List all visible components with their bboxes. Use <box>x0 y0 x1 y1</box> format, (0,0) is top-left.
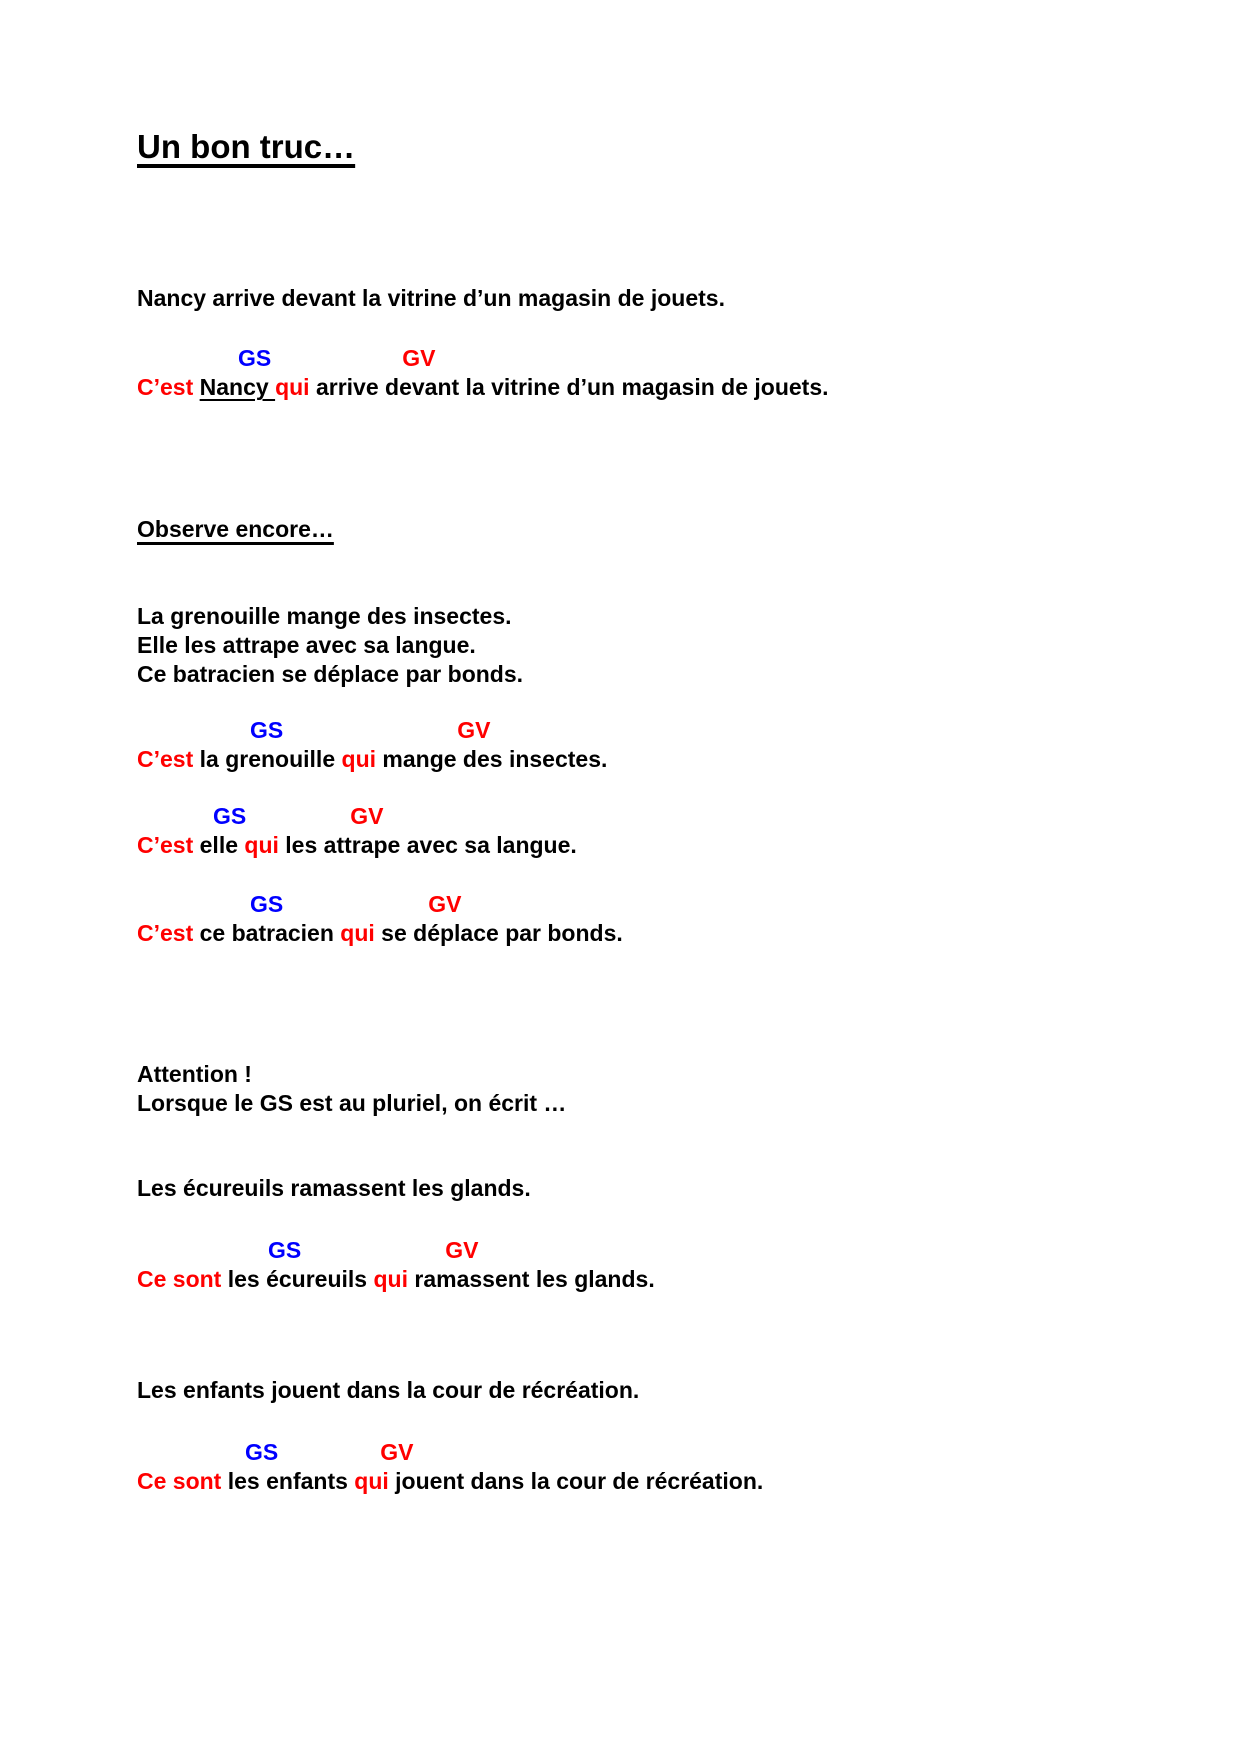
attention-note <box>137 1060 1160 1118</box>
cleft-prefix: C’est <box>137 374 200 400</box>
cleft-prefix: C’est <box>137 746 200 772</box>
cleft-example-enfants <box>137 1438 1160 1496</box>
cleft-rest: les attrape avec sa langue. <box>285 832 577 858</box>
cleft-subject-underlined: Nancy <box>199 374 276 400</box>
gs-gv-labels <box>137 1438 1160 1467</box>
cleft-sentence-batracien <box>137 919 1160 948</box>
cleft-subject: elle <box>199 832 245 858</box>
gv-label: GV <box>402 345 436 371</box>
cleft-subject: les enfants <box>227 1468 355 1494</box>
gs-label: GS <box>213 803 247 829</box>
gv-label: GV <box>457 717 491 743</box>
cleft-prefix: Ce sont <box>137 1266 228 1292</box>
gs-gv-labels <box>137 890 1160 919</box>
cleft-prefix: C’est <box>137 832 200 858</box>
cleft-example-elle <box>137 802 1160 860</box>
source-sentence-batracien: Ce batracien se déplace par bonds. <box>137 661 524 687</box>
source-sentence-nancy: Nancy arrive devant la vitrine d’un magasin de jouets. <box>137 285 725 311</box>
cleft-prefix: Ce sont <box>137 1468 228 1494</box>
cleft-rest: jouent dans la cour de récréation. <box>395 1468 764 1494</box>
cleft-sentence-enfants <box>137 1467 1160 1496</box>
cleft-qui: qui <box>275 374 316 400</box>
cleft-prefix: C’est <box>137 920 200 946</box>
attention-title: Attention ! <box>137 1061 252 1087</box>
observe-source-sentences <box>137 602 1160 689</box>
source-sentence-enfants: Les enfants jouent dans la cour de récréation. <box>137 1377 640 1403</box>
cleft-sentence-nancy <box>137 373 1160 402</box>
cleft-example-ecureuils <box>137 1236 1160 1294</box>
cleft-qui: qui <box>244 832 286 858</box>
cleft-rest: ramassent les glands. <box>414 1266 655 1292</box>
cleft-qui: qui <box>373 1266 415 1292</box>
cleft-rest: arrive devant la vitrine d’un magasin de jouets. <box>315 374 829 400</box>
gv-label: GV <box>445 1237 479 1263</box>
gs-label: GS <box>245 1439 279 1465</box>
gs-gv-labels <box>137 802 1160 831</box>
gs-gv-labels <box>137 1236 1160 1265</box>
attention-text: Lorsque le GS est au pluriel, on écrit … <box>137 1090 567 1116</box>
gv-label: GV <box>380 1439 414 1465</box>
gs-label: GS <box>250 891 284 917</box>
cleft-rest: se déplace par bonds. <box>381 920 623 946</box>
cleft-sentence-elle <box>137 831 1160 860</box>
cleft-subject: la grenouille <box>199 746 342 772</box>
gv-label: GV <box>350 803 384 829</box>
gs-label: GS <box>268 1237 302 1263</box>
cleft-subject: les écureuils <box>227 1266 374 1292</box>
cleft-example-nancy <box>137 344 1160 402</box>
page-title: Un bon truc… <box>137 128 356 165</box>
cleft-subject: ce batracien <box>199 920 341 946</box>
gs-gv-labels <box>137 344 1160 373</box>
source-sentence-ecureuils: Les écureuils ramassent les glands. <box>137 1175 531 1201</box>
cleft-qui: qui <box>341 746 383 772</box>
gv-label: GV <box>428 891 462 917</box>
cleft-sentence-ecureuils <box>137 1265 1160 1294</box>
cleft-example-batracien <box>137 890 1160 948</box>
gs-gv-labels <box>137 716 1160 745</box>
cleft-sentence-grenouille <box>137 745 1160 774</box>
source-sentence-elle: Elle les attrape avec sa langue. <box>137 632 476 658</box>
cleft-qui: qui <box>340 920 382 946</box>
section-heading-observe: Observe encore… <box>137 516 334 542</box>
cleft-qui: qui <box>354 1468 396 1494</box>
cleft-example-grenouille <box>137 716 1160 774</box>
cleft-rest: mange des insectes. <box>382 746 608 772</box>
gs-label: GS <box>238 345 272 371</box>
source-sentence-grenouille: La grenouille mange des insectes. <box>137 603 512 629</box>
gs-label: GS <box>250 717 284 743</box>
